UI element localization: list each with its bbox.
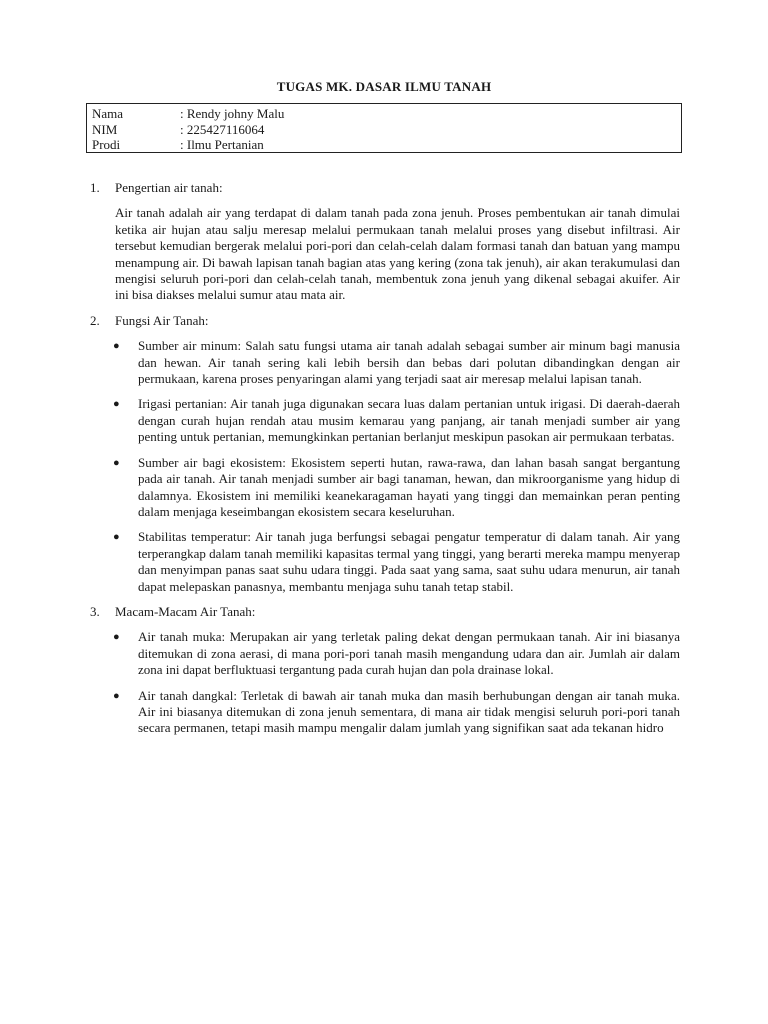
bullet-icon: ●	[113, 456, 120, 469]
info-label: Nama	[92, 106, 124, 121]
info-value: : Ilmu Pertanian	[180, 137, 264, 152]
section-heading	[90, 313, 680, 329]
info-row-nim	[92, 122, 676, 138]
bullet-icon: ●	[113, 340, 120, 353]
list-item	[90, 338, 680, 387]
section-macam	[90, 604, 680, 737]
section-number: 2.	[90, 312, 100, 328]
list-item-text: Irigasi pertanian: Air tanah juga digunakan secara luas dalam pertanian untuk irigasi. Di daerah-daerah dengan curah hujan rendah atau musim kemarau yang panjang, air tanah menjadi sumber air yang penting untuk pertanian, memungkinkan pertanian berlanjut meskipun pasokan air permukaan terbatas.	[138, 396, 680, 445]
section-heading	[90, 180, 680, 196]
bullet-icon: ●	[113, 531, 120, 544]
list-item	[90, 688, 680, 737]
document-body	[90, 180, 680, 746]
section-pengertian	[90, 180, 680, 304]
section-title: Pengertian air tanah:	[115, 180, 223, 195]
section-title: Macam-Macam Air Tanah:	[115, 603, 256, 619]
list-item-text: Air tanah dangkal: Terletak di bawah air tanah muka dan masih berhubungan dengan air tanah muka. Air ini biasanya ditemukan di zona jenuh sementara, di mana air tidak mengisi seluruh pori-pori tanah secara permanen, tetapi masih mampu mengalir dalam jumlah yang signifikan saat ada tekanan hidro	[138, 687, 680, 736]
section-fungsi	[90, 313, 680, 595]
section-heading	[90, 604, 680, 620]
list-item-text: Sumber air minum: Salah satu fungsi utama air tanah adalah sebagai sumber air minum bagi manusia dan hewan. Air tanah sering kali lebih bersih dan bebas dari polutan dibandingkan dengan air permukaan, karena proses penyaringan alami yang terjadi saat air meresap melalui lapisan tanah.	[138, 338, 680, 387]
list-item	[90, 629, 680, 678]
bullet-list	[90, 338, 680, 595]
section-title: Fungsi Air Tanah:	[115, 312, 209, 328]
list-item	[90, 529, 680, 595]
bullet-icon: ●	[113, 689, 120, 702]
info-label: Prodi	[92, 137, 121, 152]
bullet-icon: ●	[113, 398, 120, 411]
info-value: : Rendy johny Malu	[180, 106, 285, 121]
info-value: : 225427116064	[180, 121, 265, 137]
list-item	[90, 396, 680, 445]
section-number: 1.	[90, 180, 100, 195]
info-row-prodi	[92, 137, 676, 153]
student-info-box	[86, 103, 682, 153]
list-item-text: Stabilitas temperatur: Air tanah juga berfungsi sebagai pengatur temperatur di dalam tanah. Air yang terperangkap dalam tanah memiliki kapasitas termal yang tinggi, yang berarti mereka mampu menyerap dan menyimpan panas saat suhu udara tinggi. Pada saat yang sama, saat suhu udara menurun, air tanah dapat melepaskan panasnya, membantu menjaga suhu tanah tetap stabil.	[138, 529, 680, 594]
document-title: TUGAS MK. DASAR ILMU TANAH	[276, 79, 492, 94]
list-item-text: Air tanah muka: Merupakan air yang terletak paling dekat dengan permukaan tanah. Air ini biasanya ditemukan di zona aerasi, di mana pori-pori tanah masih mengandung udara dan air. Jumlah air dalam zona ini dapat berfluktuasi tergantung pada curah hujan dan pola drainase lokal.	[138, 629, 680, 678]
bullet-icon: ●	[113, 631, 120, 644]
info-row-name	[92, 106, 676, 122]
section-number: 3.	[90, 603, 100, 619]
bullet-list	[90, 629, 680, 736]
section-paragraph: Air tanah adalah air yang terdapat di dalam tanah pada zona jenuh. Proses pembentukan air tanah dimulai ketika air hujan atau salju meresap melalui permukaan tanah melalui proses yang disebut infiltrasi. Air tersebut kemudian bergerak melalui pori-pori dan celah-celah dalam formasi tanah dan batuan yang mampu menampung air. Di bawah lapisan tanah bagian atas yang kering (zona tak jenuh), air akan terakumulasi dan mengisi seluruh pori-pori dan celah-celah tanah, membentuk zona jenuh yang dikenal sebagai akuifer. Air ini bisa diakses melalui sumur atau mata air.	[115, 205, 680, 303]
list-item	[90, 455, 680, 521]
info-label: NIM	[92, 121, 118, 137]
list-item-text: Sumber air bagi ekosistem: Ekosistem seperti hutan, rawa-rawa, dan lahan basah sangat bergantung pada air tanah. Air tanah menjadi sumber air bagi tanaman, hewan, dan mikroorganisme yang hidup di dalamnya. Ekosistem ini memiliki keanekaragaman hayati yang tinggi dan memainkan peran penting dalam menjaga keseimbangan ekosistem secara keseluruhan.	[138, 454, 680, 519]
